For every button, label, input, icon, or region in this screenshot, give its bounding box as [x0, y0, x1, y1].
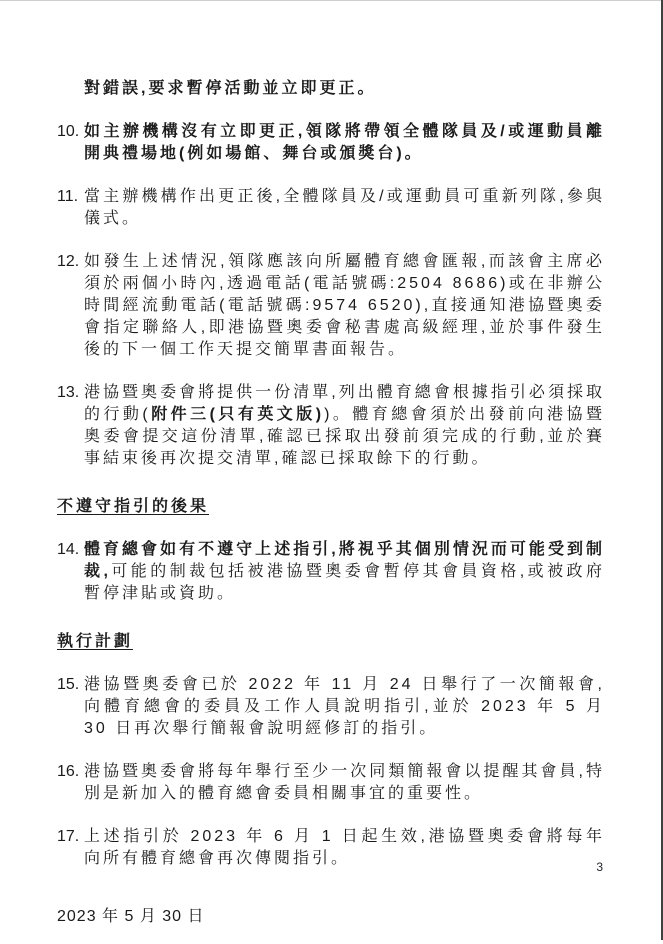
item-text-post: )。體育總會須於出發前向港協暨奧委會提交這份清單,確認已採取出發前須完成的行動,並於賽事結束後再次提交清單,確認已採取餘下的行動。 [84, 406, 605, 467]
item-number: 15. [57, 676, 80, 693]
list-item-12 [57, 251, 605, 361]
paragraph-continuation [57, 78, 605, 100]
document-content [57, 78, 605, 944]
list-item-11 [57, 186, 605, 230]
item-text-pre: 港協暨奧委會將提供一份清單,列出體育總會根據指引必須採取的行動( [84, 384, 605, 423]
list-item-16 [57, 761, 605, 805]
item-text: 上述指引於 2023 年 6 月 1 日起生效,港協暨奧委會將每年向所有體育總會再次傳閱指引。 [84, 828, 605, 867]
item-number: 11. [57, 188, 79, 205]
item-number: 16. [57, 763, 80, 780]
list-item-15 [57, 674, 605, 740]
item-number: 12. [57, 253, 80, 270]
page-number: 3 [596, 860, 603, 874]
heading-consequences: 不遵守指引的後果 [57, 498, 210, 515]
item-number: 10. [57, 123, 80, 140]
item-text: 如主辦機構沒有立即更正,領隊將帶領全體隊員及/或運動員離開典禮場地(例如場館、舞台或頒獎台)。 [84, 123, 605, 162]
item-text: 當主辦機構作出更正後,全體隊員及/或運動員可重新列隊,參與儀式。 [84, 188, 605, 227]
paragraph-text: 對錯誤,要求暫停活動並立即更正。 [84, 80, 377, 97]
item-text-bold: 體育總會如有不遵守上述指引,將視乎其個別情況而可能受到制裁, [84, 541, 605, 580]
item-number: 14. [57, 541, 80, 558]
item-text: 港協暨奧委會已於 2022 年 11 月 24 日舉行了一次簡報會,向體育總會的委員及工作人員說明指引,並於 2023 年 5 月 30 日再次舉行簡報會說明經修訂的指引。 [84, 676, 605, 737]
item-text-bold: 附件三(只有英文版) [150, 406, 325, 423]
list-item-13 [57, 382, 605, 470]
item-number: 13. [57, 384, 80, 401]
list-item-17 [57, 826, 605, 870]
item-number: 17. [57, 828, 80, 845]
document-date: 2023 年 5 月 30 日 [57, 908, 205, 925]
heading-implementation: 執行計劃 [57, 633, 134, 650]
list-item-14 [57, 539, 605, 605]
list-item-10 [57, 121, 605, 165]
item-text-rest: 可能的制裁包括被港協暨奧委會暫停其會員資格,或被政府暫停津貼或資助。 [84, 563, 605, 602]
item-text: 港協暨奧委會將每年舉行至少一次同類簡報會以提醒其會員,特別是新加入的體育總會委員相關事宜的重要性。 [84, 763, 605, 802]
page-top-border [0, 0, 663, 1]
item-text: 如發生上述情況,領隊應該向所屬體育總會匯報,而該會主席必須於兩個小時內,透過電話(電話號碼:2504 8686)或在非辦公時間經流動電話(電話號碼:9574 6520),直接通知港協暨奧委會指定聯絡人,即港協暨奧委會秘書處高級經理,並於事件發生後的下一個工作天提交簡單書面報告。 [84, 253, 605, 358]
